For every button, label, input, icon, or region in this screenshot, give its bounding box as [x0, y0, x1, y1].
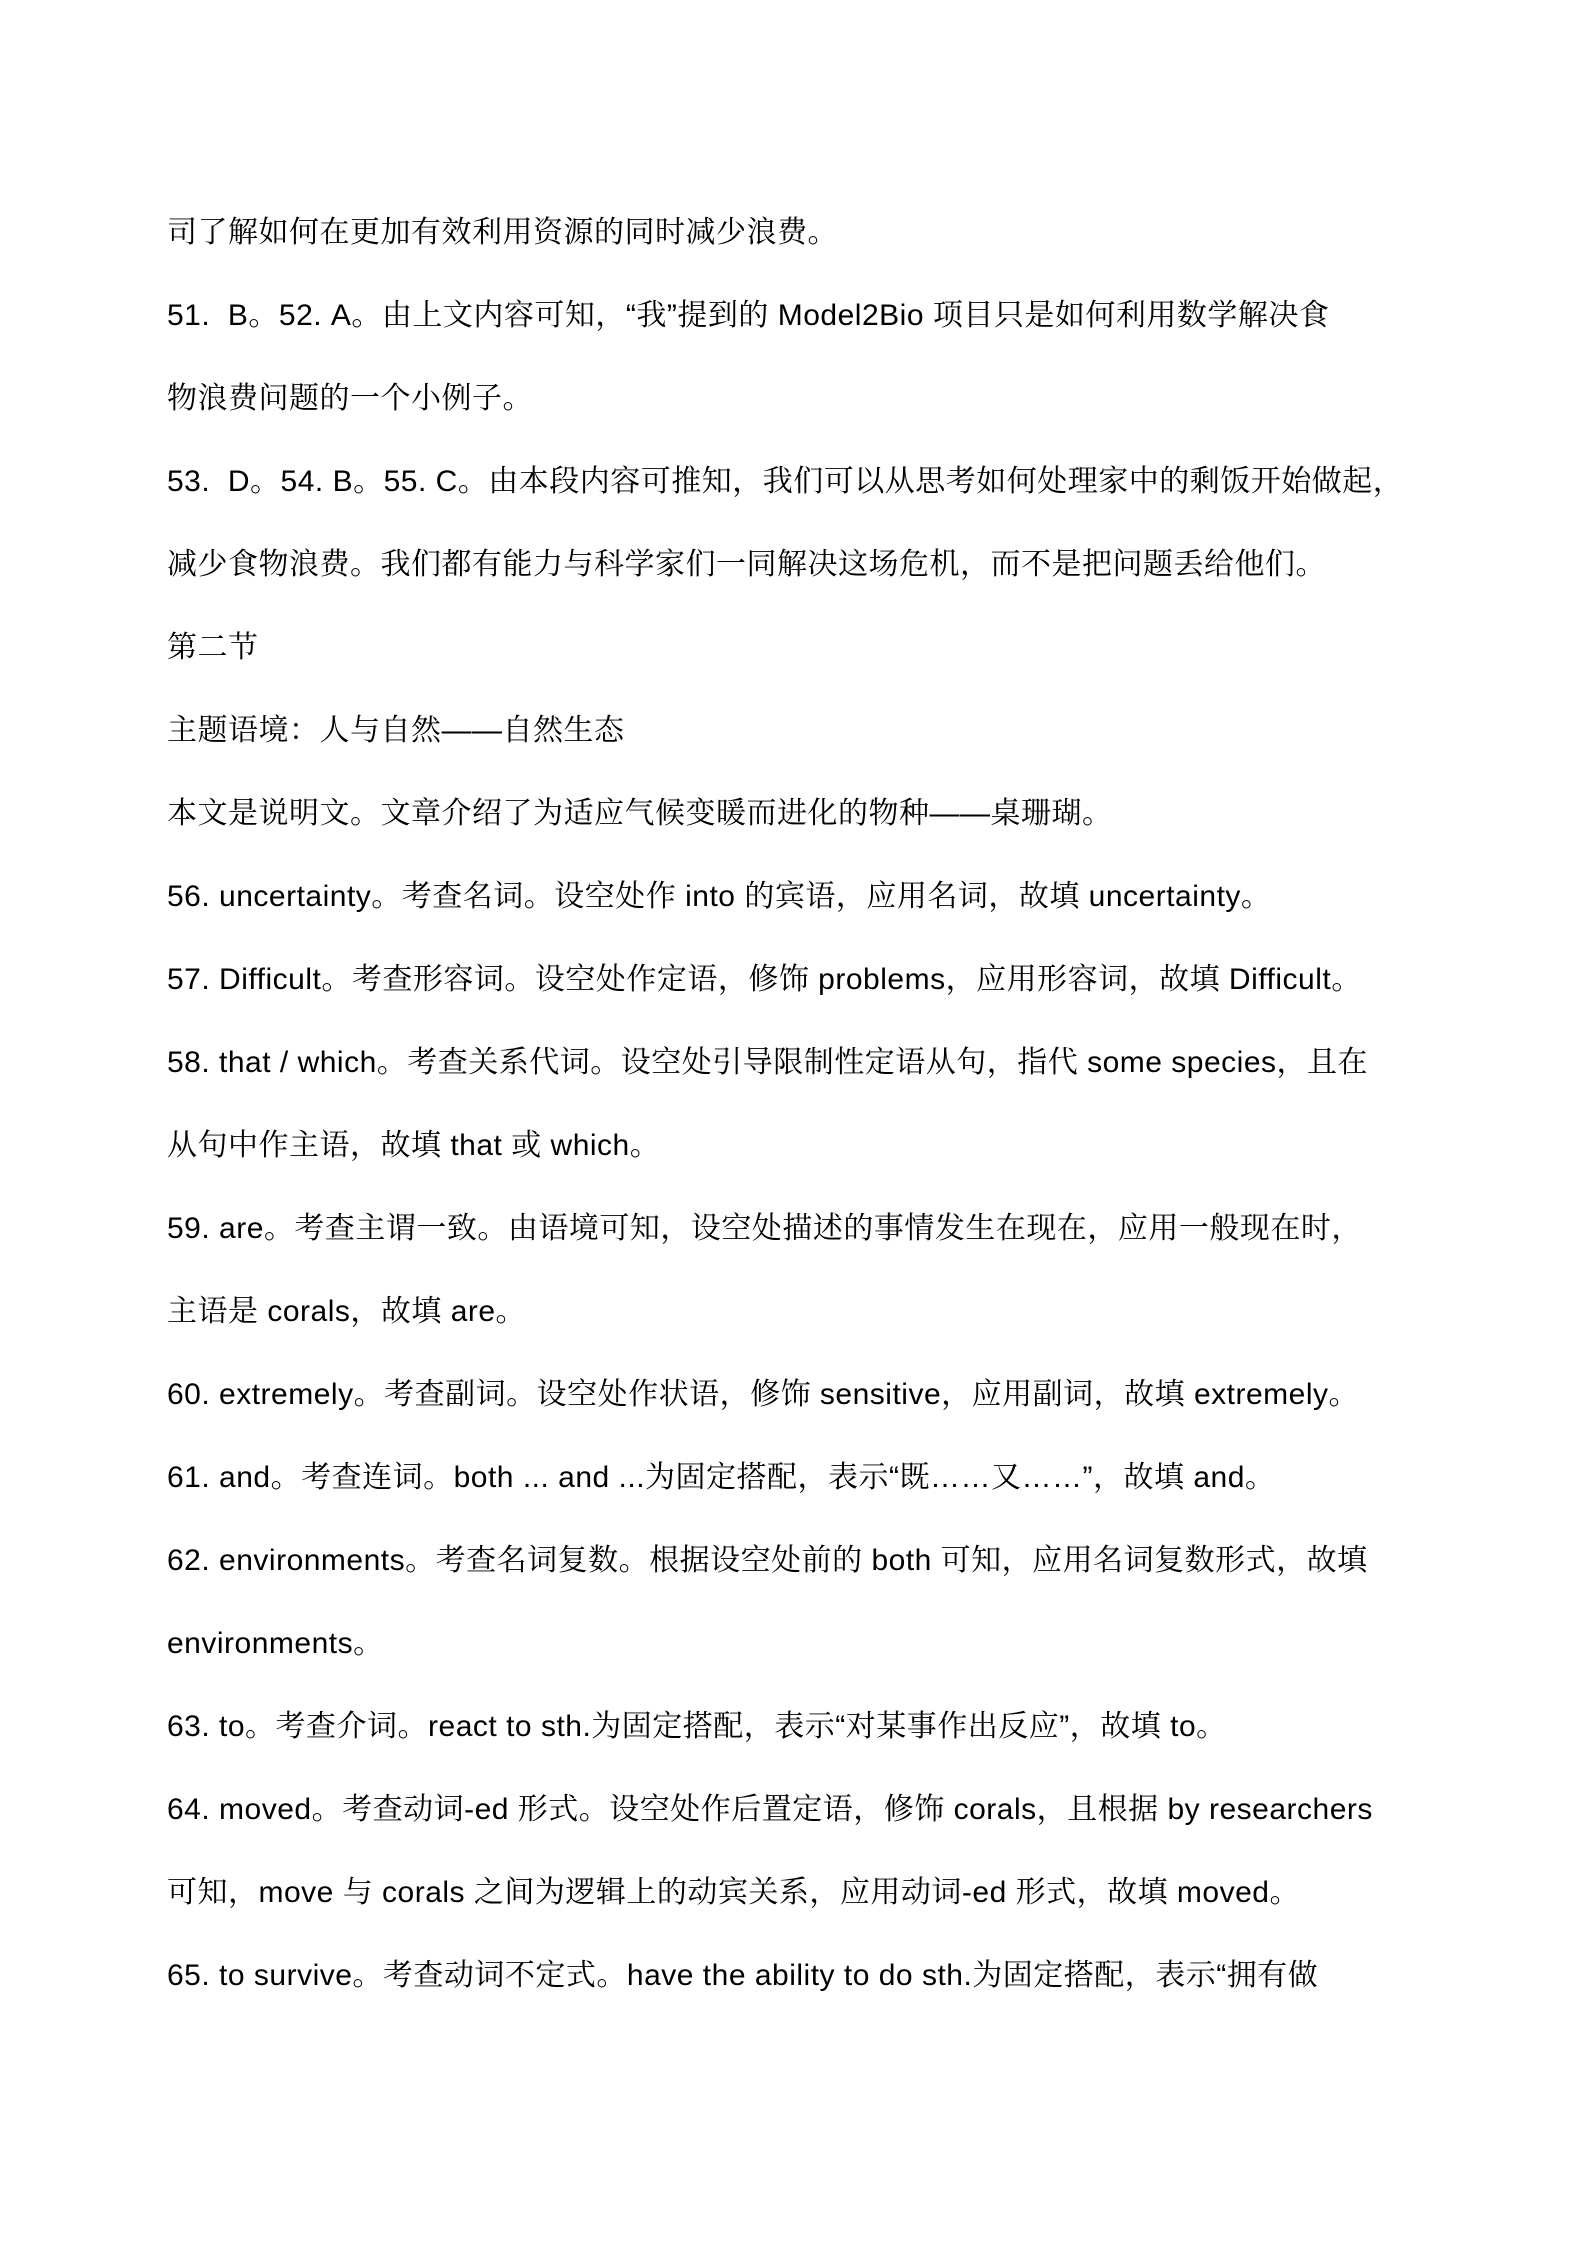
- document-line: 62. environments。考查名词复数。根据设空处前的 both 可知，应用名词复数形式，故填: [167, 1544, 1368, 1577]
- document-line: 51. B。52. A。由上文内容可知，“我”提到的 Model2Bio 项目只是如何利用数学解决食: [167, 299, 1330, 332]
- section-heading: 第二节: [167, 631, 259, 664]
- document-line: 司了解如何在更加有效利用资源的同时减少浪费。: [167, 216, 838, 249]
- document-line: 57. Difficult。考查形容词。设空处作定语，修饰 problems，应用形容词，故填 Difficult。: [167, 963, 1362, 996]
- document-line: 59. are。考查主谓一致。由语境可知，设空处描述的事情发生在现在，应用一般现在时，: [167, 1212, 1362, 1245]
- document-line: 从句中作主语，故填 that 或 which。: [167, 1129, 661, 1162]
- theme-context-line: 主题语境：人与自然——自然生态: [167, 714, 625, 747]
- text-block: [167, 191, 1427, 2017]
- document-line: environments。: [167, 1627, 384, 1660]
- document-line: 56. uncertainty。考查名词。设空处作 into 的宾语，应用名词，故填 uncertainty。: [167, 880, 1272, 913]
- document-line: 63. to。考查介词。react to sth.为固定搭配，表示“对某事作出反应”，故填 to。: [167, 1710, 1227, 1743]
- document-line: 64. moved。考查动词-ed 形式。设空处作后置定语，修饰 corals，且根据 by researchers: [167, 1793, 1373, 1826]
- document-line: 58. that / which。考查关系代词。设空处引导限制性定语从句，指代 some species，且在: [167, 1046, 1369, 1079]
- document-line: 可知，move 与 corals 之间为逻辑上的动宾关系，应用动词-ed 形式，故填 moved。: [167, 1876, 1300, 1909]
- document-line: 53. D。54. B。55. C。由本段内容可推知，我们可以从思考如何处理家中的剩饭开始做起，: [167, 465, 1404, 498]
- document-line: 主语是 corals，故填 are。: [167, 1295, 527, 1328]
- document-line: 物浪费问题的一个小例子。: [167, 382, 533, 415]
- document-line: 61. and。考查连词。both ... and ...为固定搭配，表示“既……又……”，故填 and。: [167, 1461, 1276, 1494]
- document-line: 减少食物浪费。我们都有能力与科学家们一同解决这场危机，而不是把问题丢给他们。: [167, 548, 1326, 581]
- document-line: 60. extremely。考查副词。设空处作状语，修饰 sensitive，应用副词，故填 extremely。: [167, 1378, 1359, 1411]
- passage-summary-line: 本文是说明文。文章介绍了为适应气候变暖而进化的物种——桌珊瑚。: [167, 797, 1113, 830]
- document-line: 65. to survive。考查动词不定式。have the ability to do sth.为固定搭配，表示“拥有做: [167, 1959, 1319, 1992]
